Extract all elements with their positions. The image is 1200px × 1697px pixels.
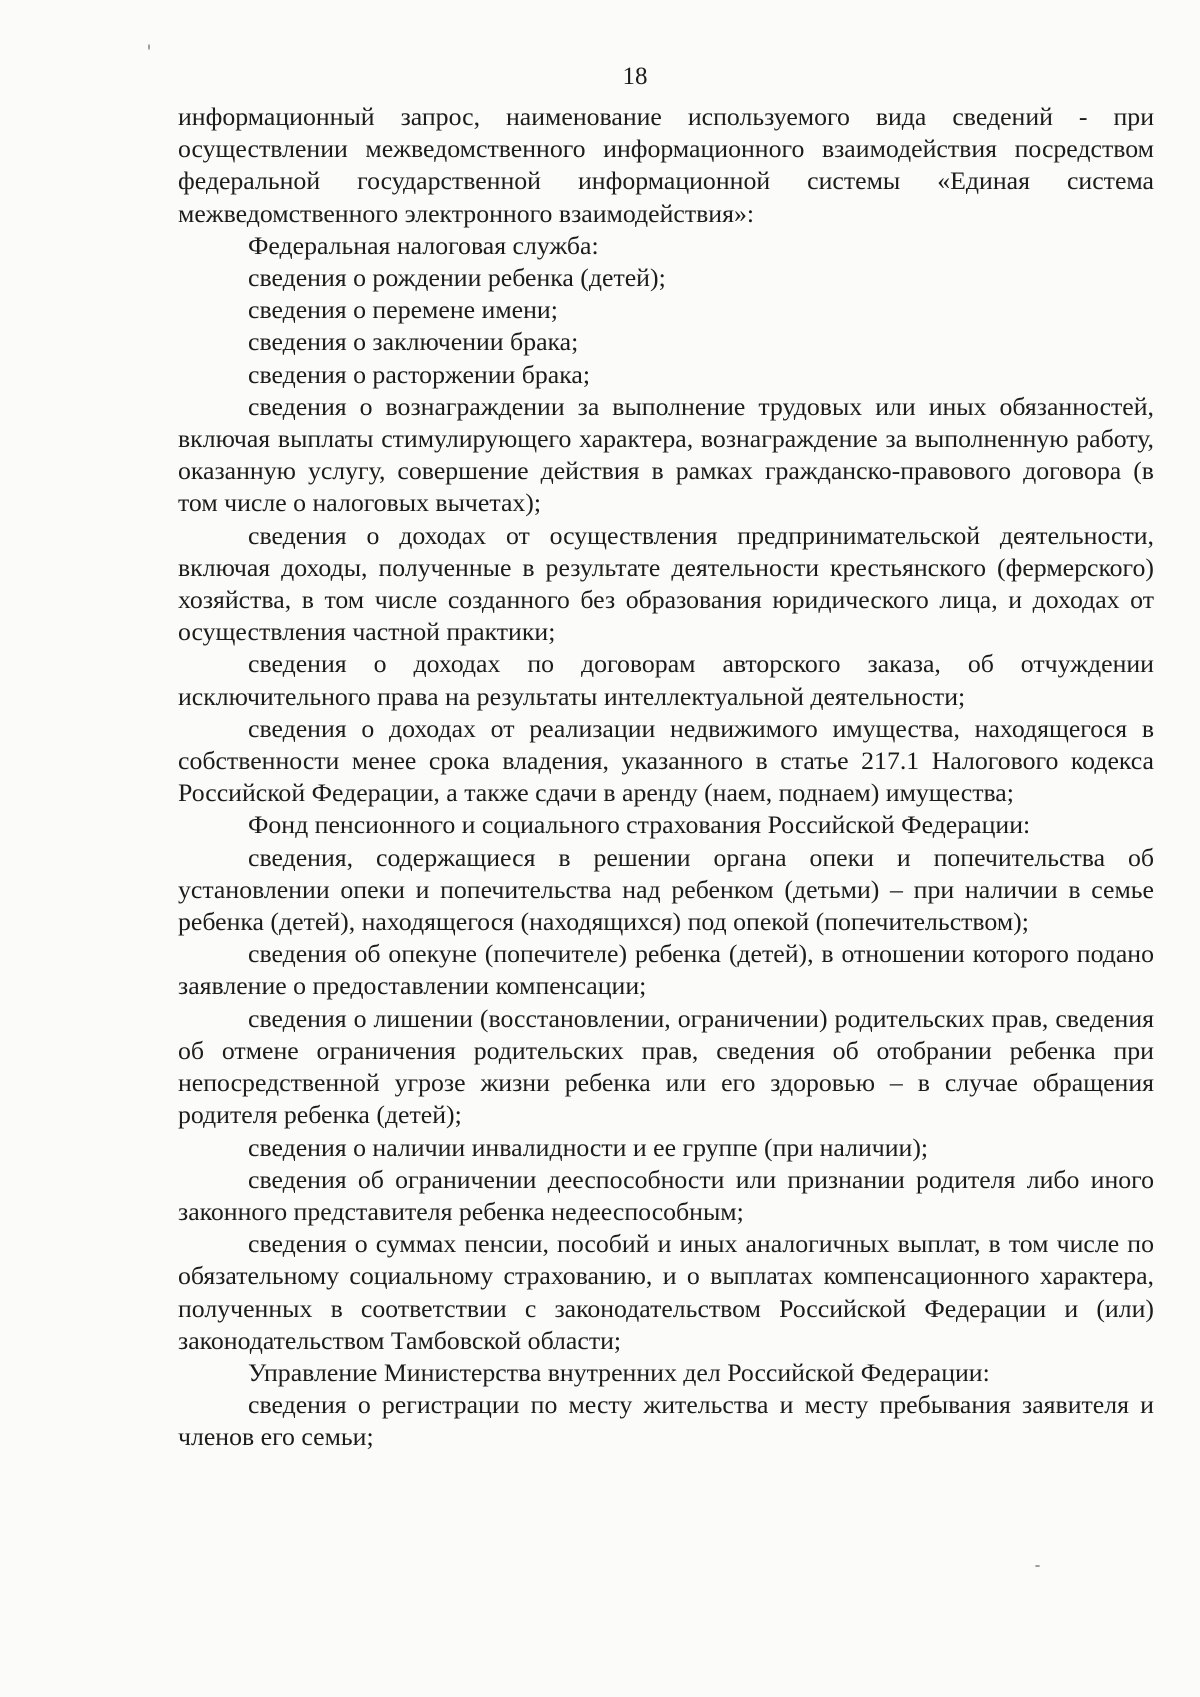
paragraph-heading-mvd: Управление Министерства внутренних дел Российской Федерации: <box>248 1357 990 1387</box>
paragraph: сведения о лишении (восстановлении, ограничении) родительских прав, сведения об отмене ограничения родительских прав, сведения об отобрании ребенка при непосредственной угрозе жизни ребенка или его здоровью – в случае обращения родителя ребенка (детей); <box>178 1003 1154 1130</box>
paragraph: сведения о рождении ребенка (детей); <box>248 263 666 293</box>
paragraph: сведения об ограничении дееспособности или признании родителя либо иного законного представителя ребенка недееспособным; <box>178 1164 1154 1226</box>
paragraph: сведения о доходах по договорам авторского заказа, об отчуждении исключительного права на результаты интеллектуальной деятельности; <box>178 649 1154 711</box>
paragraph: сведения о суммах пенсии, пособий и иных аналогичных выплат, в том числе по обязательному социальному страхованию, и о выплатах компенсационного характера, полученных в соответствии с законодательством Российской Федерации и (или) законодательством Тамбовской области; <box>178 1229 1154 1355</box>
paragraph: сведения о регистрации по месту жительства и месту пребывания заявителя и членов его семьи; <box>178 1390 1154 1452</box>
paragraph: сведения о доходах от реализации недвижимого имущества, находящегося в собственности менее срока владения, указанного в статье 217.1 Налогового кодекса Российской Федерации, а также сдачи в аренду (наем, поднаем) имущества; <box>178 713 1154 808</box>
paragraph: сведения о расторжении брака; <box>248 359 590 389</box>
paragraph-heading-fns: Федеральная налоговая служба: <box>248 230 599 260</box>
paragraph: сведения о заключении брака; <box>248 327 579 357</box>
paragraph: информационный запрос, наименование используемого вида сведений - при осуществлении межведомственного информационного взаимодействия посредством федеральной государственной информационной системы «Единая система межведомственного электронного взаимодействия»: <box>178 102 1154 228</box>
scan-speck <box>1035 1565 1040 1567</box>
paragraph: сведения о наличии инвалидности и ее группе (при наличии); <box>248 1132 929 1162</box>
paragraph-heading-sfr: Фонд пенсионного и социального страхования Российской Федерации: <box>248 810 1031 840</box>
body-text <box>178 101 1154 1454</box>
paragraph: сведения об опекуне (попечителе) ребенка (детей), в отношении которого подано заявление о предоставлении компенсации; <box>178 939 1154 1001</box>
paragraph: сведения о перемене имени; <box>248 295 558 325</box>
scan-speck <box>148 44 150 50</box>
page-number: 18 <box>622 63 648 90</box>
paragraph: сведения, содержащиеся в решении органа опеки и попечительства об установлении опеки и попечительства над ребенком (детьми) – при наличии в семье ребенка (детей), находящегося (находящихся) под опекой (попечительством); <box>178 842 1154 937</box>
paragraph: сведения о вознаграждении за выполнение трудовых или иных обязанностей, включая выплаты стимулирующего характера, вознаграждение за выполненную работу, оказанную услугу, совершение действия в рамках гражданско-правового договора (в том числе о налоговых вычетах); <box>178 391 1154 518</box>
paragraph: сведения о доходах от осуществления предпринимательской деятельности, включая доходы, полученные в результате деятельности крестьянского (фермерского) хозяйства, в том числе созданного без образования юридического лица, и доходах от осуществления частной практики; <box>178 520 1154 647</box>
